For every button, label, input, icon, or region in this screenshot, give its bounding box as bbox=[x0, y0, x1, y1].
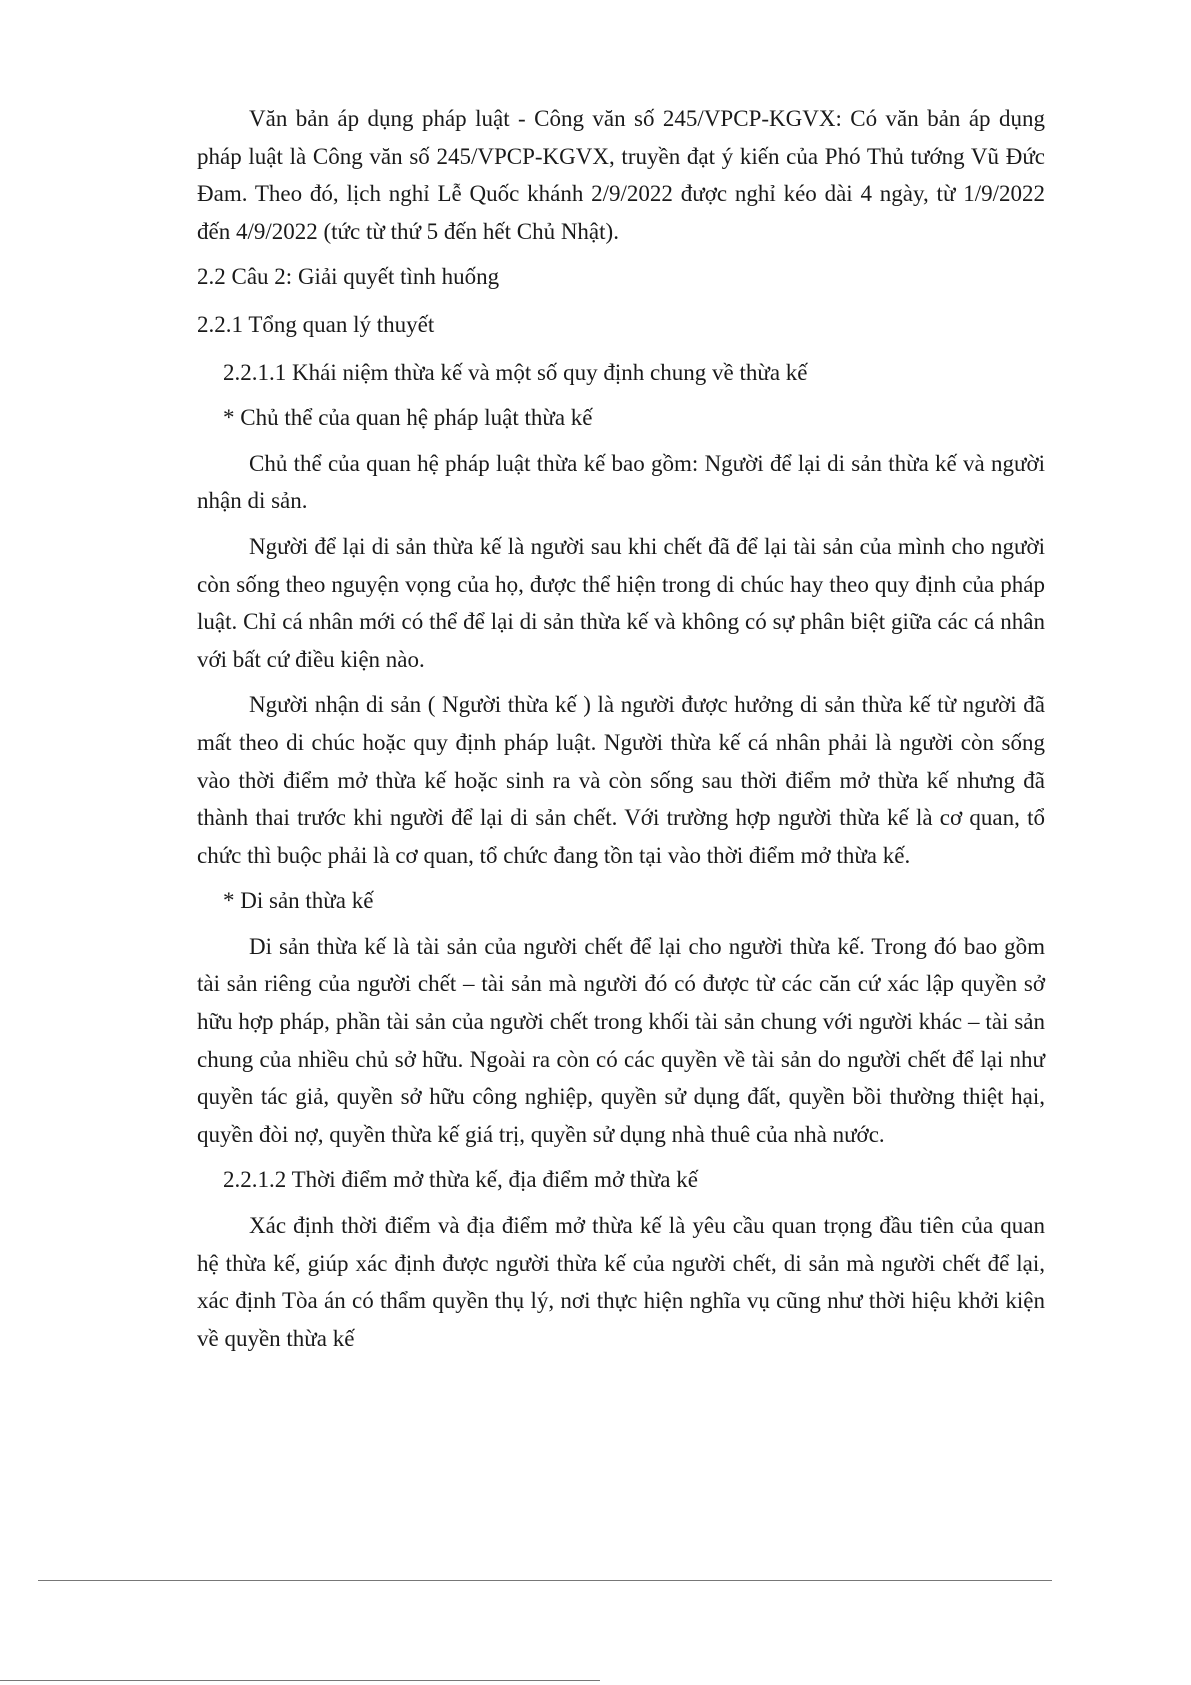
paragraph-opening-time-place: Xác định thời điểm và địa điểm mở thừa kế là yêu cầu quan trọng đầu tiên của quan hệ thừa kế, giúp xác định được người thừa kế của người chết, di sản mà người chết để lại, xác định Tòa án có thẩm quyền thụ lý, nơi thực hiện nghĩa vụ cũng như thời hiệu khởi kiện về quyền thừa kế bbox=[197, 1213, 1045, 1351]
paragraph-testator: Người để lại di sản thừa kế là người sau khi chết đã để lại tài sản của mình cho người còn sống theo nguyện vọng của họ, được thể hiện trong di chúc hay theo quy định của pháp luật. Chỉ cá nhân mới có thể để lại di sản thừa kế và không có sự phân biệt giữa các cá nhân với bất cứ điều kiện nào. bbox=[197, 533, 1045, 672]
heading-theory-overview: 2.2.1 Tổng quan lý thuyết bbox=[197, 311, 435, 337]
heading-question-2: 2.2 Câu 2: Giải quyết tình huống bbox=[197, 264, 500, 290]
bullet-inheritance-subject: * Chủ thể của quan hệ pháp luật thừa kế bbox=[223, 405, 593, 431]
page-bottom-divider bbox=[0, 1680, 600, 1681]
footer-divider bbox=[38, 1580, 1052, 1581]
heading-inheritance-concept: 2.2.1.1 Khái niệm thừa kế và một số quy định chung về thừa kế bbox=[223, 359, 808, 385]
heading-opening-time-place: 2.2.1.2 Thời điểm mở thừa kế, địa điểm mở thừa kế bbox=[223, 1167, 698, 1193]
paragraph-heir: Người nhận di sản ( Người thừa kế ) là người được hưởng di sản thừa kế từ người đã mất theo di chúc hoặc quy định pháp luật. Người thừa kế cá nhân phải là người còn sống vào thời điểm mở thừa kế hoặc sinh ra và còn sống sau thời điểm mở thừa kế nhưng đã thành thai trước khi người để lại di sản chết. Với trường hợp người thừa kế là cơ quan, tổ chức thì buộc phải là cơ quan, tổ chức đang tồn tại vào thời điểm mở thừa kế. bbox=[197, 692, 1045, 868]
bullet-estate: * Di sản thừa kế bbox=[223, 888, 374, 914]
page-body bbox=[197, 100, 1045, 1365]
paragraph-subject-definition: Chủ thể của quan hệ pháp luật thừa kế bao gồm: Người để lại di sản thừa kế và người nhận di sản. bbox=[197, 450, 1045, 514]
paragraph-official-letter: Văn bản áp dụng pháp luật - Công văn số 245/VPCP-KGVX: Có văn bản áp dụng pháp luật là Công văn số 245/VPCP-KGVX, truyền đạt ý kiến của Phó Thủ tướng Vũ Đức Đam. Theo đó, lịch nghỉ Lễ Quốc khánh 2/9/2022 được nghỉ kéo dài 4 ngày, từ 1/9/2022 đến 4/9/2022 (tức từ thứ 5 đến hết Chủ Nhật). bbox=[197, 106, 1045, 244]
paragraph-estate-definition: Di sản thừa kế là tài sản của người chết để lại cho người thừa kế. Trong đó bao gồm tài sản riêng của người chết – tài sản mà người đó có được từ các căn cứ xác lập quyền sở hữu hợp pháp, phần tài sản của người chết trong khối tài sản chung với người khác – tài sản chung của nhiều chủ sở hữu. Ngoài ra còn có các quyền về tài sản do người chết để lại như quyền tác giả, quyền sở hữu công nghiệp, quyền sử dụng đất, quyền bồi thường thiệt hại, quyền đòi nợ, quyền thừa kế giá trị, quyền sử dụng nhà thuê của nhà nước. bbox=[197, 933, 1045, 1147]
